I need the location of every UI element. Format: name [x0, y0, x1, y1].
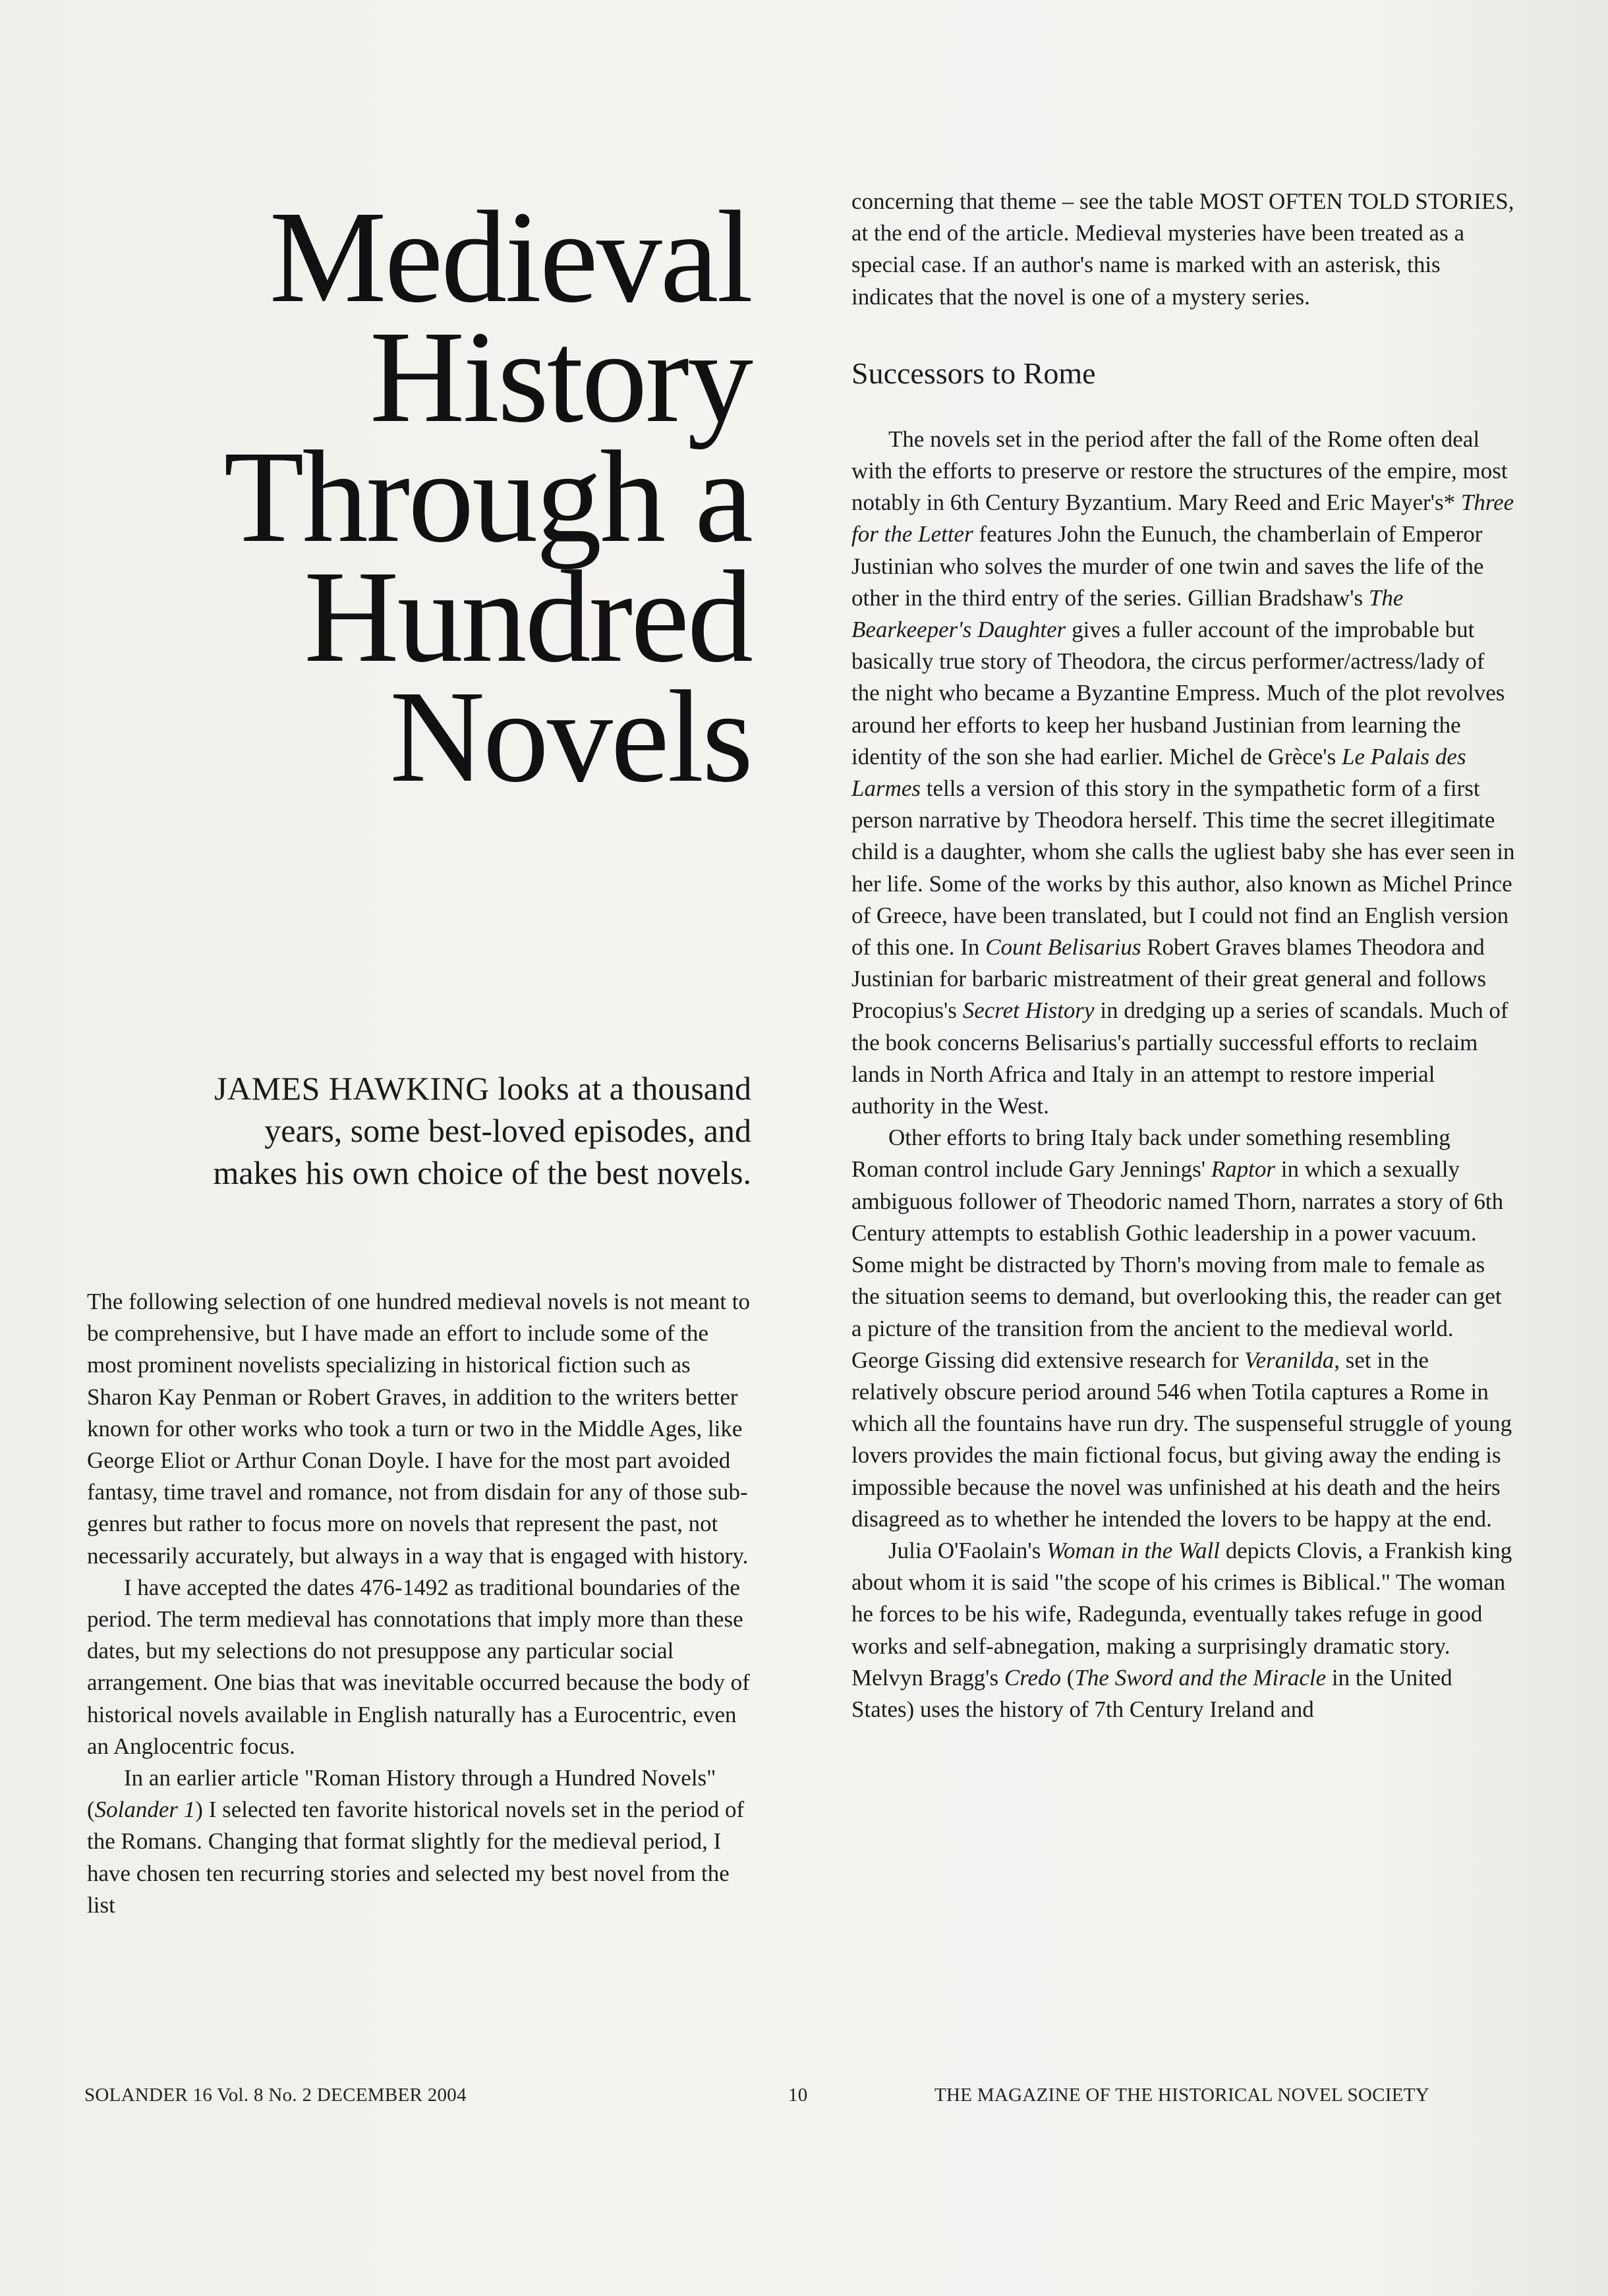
- standfirst: [86, 1067, 751, 1194]
- standfirst-line-3: makes his own choice of the best novels.: [213, 1154, 751, 1191]
- left-column: [87, 1286, 753, 1921]
- rp3-c: (: [1061, 1664, 1075, 1691]
- left-paragraph-3-text-a: In an earlier article "Roman History through a Hundred Novels" (: [87, 1765, 716, 1823]
- rp1-title-1: Three for the Letter: [851, 490, 1514, 547]
- right-paragraph-continued: concerning that theme – see the table MOST OFTEN TOLD STORIES, at the end of the article. Medieval mysteries have been treated as a special case. If an author's name is marked with an asterisk, this indicates that the novel is one of a mystery series.: [851, 188, 1514, 310]
- rp1-f: in dredging up a series of scandals. Much of the book concerns Belisarius's partially successful efforts to reclaim lands in North Africa and Italy in an attempt to restore imperial authority in the West.: [851, 997, 1508, 1119]
- rp1-a: The novels set in the period after the fall of the Rome often deal with the efforts to preserve or restore the structures of the empire, most notably in 6th Century Byzantium. Mary Reed and Eric Mayer's*: [851, 426, 1508, 516]
- standfirst-line-1: [86, 1067, 751, 1109]
- left-paragraph-1: The following selection of one hundred medieval novels is not meant to be comprehensive, but I have made an effort to include some of the most prominent novelists specializing in historical fiction such as Sharon Kay Penman or Robert Graves, in addition to the writers better known for other works who took a turn or two in the Middle Ages, like George Eliot or Arthur Conan Doyle. I have for the most part avoided fantasy, time travel and romance, not from disdain for any of those sub-genres but rather to focus more on novels that represent the past, not necessarily accurately, but always in a way that is engaged with history.: [87, 1289, 751, 1569]
- left-paragraph-3: [87, 1762, 753, 1921]
- title-line-5: Novels: [389, 664, 751, 810]
- rp3-title-1: Woman in the Wall: [1047, 1537, 1220, 1563]
- left-paragraph-2: I have accepted the dates 476-1492 as traditional boundaries of the period. The term medieval has connotations that imply more than these dates, but my selections do not presuppose any particular social arrangement. One bias that was inevitable occurred because the body of historical novels available in English naturally has a Eurocentric, even an Anglocentric focus.: [87, 1574, 750, 1759]
- rp1-title-2: The Bearkeeper's Daughter: [851, 584, 1404, 643]
- rp2-c: , set in the relatively obscure period around 546 when Totila captures a Rome in which all the fountains have run dry. The suspenseful struggle of young lovers provides the main fictional focus, but giving away the ending is impossible because the novel was unfinished at his death and the heirs disagreed as to whether he intended the lovers to be happy at the end.: [851, 1347, 1512, 1532]
- rp2-a: Other efforts to bring Italy back under something resembling Roman control include Gary Jennings': [851, 1125, 1450, 1183]
- rp1-title-3: Le Palais des Larmes: [851, 743, 1466, 802]
- footer-publication-name: THE MAGAZINE OF THE HISTORICAL NOVEL SOCIETY: [934, 2085, 1430, 2106]
- article-title: [86, 184, 751, 810]
- rp1-c: gives a fuller account of the improbable but basically true story of Theodora, the circus performer/actress/lady of the night who became a Byzantine Empress. Much of the plot revolves around her efforts to keep her husband Justinian from learning the identity of the son she had earlier. Michel de Grèce's: [851, 617, 1505, 770]
- rp2-title-2: Veranilda: [1244, 1347, 1335, 1373]
- rp3-a: Julia O'Faolain's: [888, 1537, 1047, 1563]
- page-number: 10: [788, 2085, 808, 2106]
- title-line-3: Through a: [223, 424, 751, 570]
- author-byline: JAMES HAWKING: [214, 1070, 490, 1107]
- right-paragraph-3: [851, 1535, 1517, 1725]
- title-line-1: Medieval: [269, 184, 751, 330]
- title-line-4: Hundred: [304, 544, 751, 690]
- rp1-title-5: Secret History: [962, 997, 1095, 1024]
- rp2-b: in which a sexually ambiguous follower of Theodoric named Thorn, narrates a story of 6th Century attempts to establish Gothic leadership in a power vacuum. Some might be distracted by Thorn's moving from male to female as the situation seems to demand, but overlooking this, the reader can get a picture of the transition from the ancient to the medieval world. George Gissing did extensive research for: [851, 1156, 1504, 1373]
- left-paragraph-3-title: Solander 1: [94, 1797, 196, 1823]
- rp1-d: tells a version of this story in the sympathetic form of a first person narrative by Theodora herself. This time the secret illegitimate child is a daughter, whom she calls the ugliest baby she has ever seen in her life. Some of the works by this author, also known as Michel Prince of Greece, have been translated, but I could not find an English version of this one. In: [851, 775, 1515, 961]
- rp3-d: in the United States) uses the history of 7th Century Ireland and: [851, 1664, 1452, 1722]
- rp2-title-1: Raptor: [1211, 1156, 1276, 1183]
- standfirst-line-2: years, some best-loved episodes, and: [264, 1112, 751, 1149]
- right-paragraph-2: [851, 1122, 1517, 1535]
- rp3-b: depicts Clovis, a Frankish king about whom it is said "the scope of his crimes is Biblical." The woman he forces to be his wife, Radegunda, eventually takes refuge in good works and self-abnegation, making a surprisingly dramatic story. Melvyn Bragg's: [851, 1537, 1512, 1691]
- right-column: [851, 186, 1517, 1725]
- standfirst-line-1-text: looks at a thousand: [489, 1070, 751, 1107]
- rp1-title-4: Count Belisarius: [985, 934, 1141, 961]
- rp3-title-2: Credo: [1004, 1664, 1062, 1691]
- rp1-e: Robert Graves blames Theodora and Justinian for barbaric mistreatment of their great general and follows Procopius's: [851, 934, 1487, 1024]
- right-paragraph-1: [851, 424, 1517, 1122]
- rp3-title-3: The Sword and the Miracle: [1074, 1664, 1327, 1691]
- title-line-2: History: [370, 304, 751, 450]
- rp1-b: features John the Eunuch, the chamberlain of Emperor Justinian who solves the murder of one twin and saves the life of the other in the third entry of the series. Gillian Bradshaw's: [851, 521, 1484, 611]
- section-heading: Successors to Rome: [851, 356, 1096, 390]
- footer-issue-info: SOLANDER 16 Vol. 8 No. 2 DECEMBER 2004: [84, 2085, 467, 2106]
- left-paragraph-3-text-b: ) I selected ten favorite historical novels set in the period of the Romans. Changing that format slightly for the medieval period, I have chosen ten recurring stories and selected my best novel from the list: [87, 1797, 745, 1918]
